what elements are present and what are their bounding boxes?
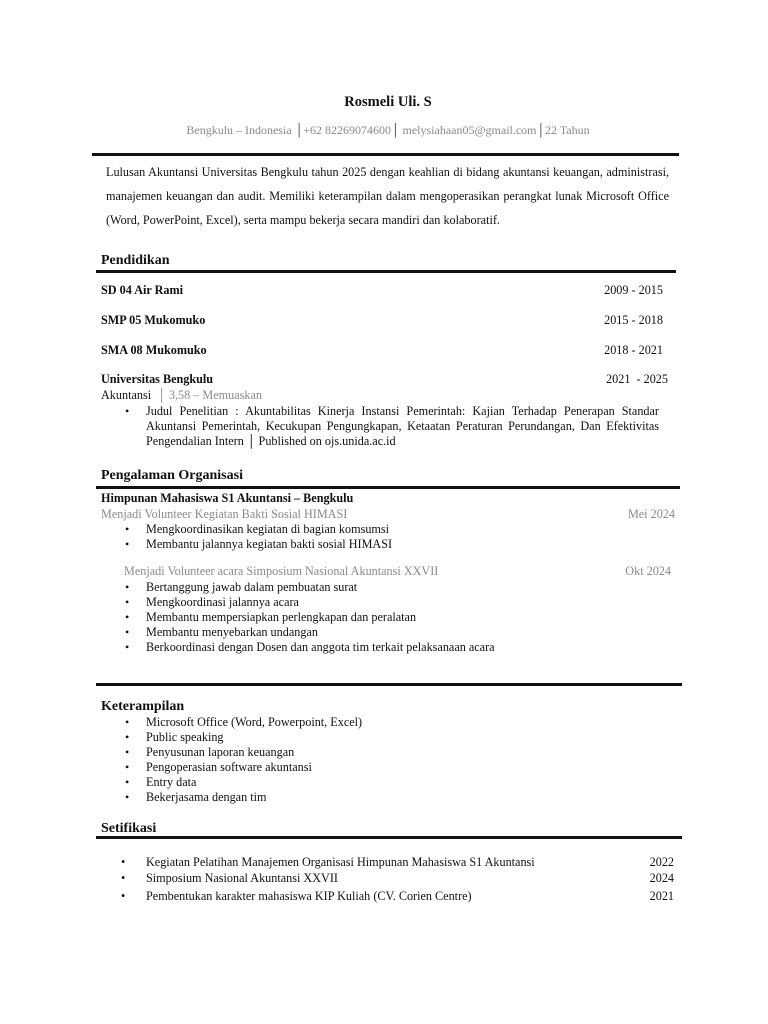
cert-year: 2021 bbox=[649, 889, 674, 903]
list-item: • Entry data bbox=[121, 775, 641, 790]
school-years: 2015 - 2018 bbox=[604, 313, 663, 327]
cert-name: • Pembentukan karakter mahasiswa KIP Kuliah (CV. Corien Centre) bbox=[121, 889, 472, 904]
task-list bbox=[121, 522, 641, 552]
skills-list bbox=[121, 715, 641, 805]
school-years: 2021 - 2025 bbox=[606, 372, 668, 386]
education-row bbox=[101, 372, 668, 387]
list-item: • Membantu menyebarkan undangan bbox=[121, 625, 641, 640]
divider bbox=[92, 153, 679, 156]
school-name: Universitas Bengkulu bbox=[101, 372, 214, 386]
cert-year: 2024 bbox=[649, 871, 674, 885]
cert-row bbox=[121, 855, 674, 870]
divider bbox=[96, 270, 676, 273]
age: 22 Tahun bbox=[545, 123, 590, 137]
list-item: • Public speaking bbox=[121, 730, 641, 745]
contact-line bbox=[0, 123, 768, 138]
list-item: • Penyusunan laporan keuangan bbox=[121, 745, 641, 760]
list-item: • Pengoperasian software akuntansi bbox=[121, 760, 641, 775]
role-row bbox=[124, 564, 671, 579]
divider bbox=[96, 836, 682, 839]
list-item: • Membantu jalannya kegiatan bakti sosial HIMASI bbox=[121, 537, 641, 552]
summary-text: Lulusan Akuntansi Universitas Bengkulu tahun 2025 dengan keahlian di bidang akuntansi keuangan, administrasi, manajemen keuangan dan audit. Memiliki keterampilan dalam mengoperasikan perangkat lunak Microsoft Office (Word, PowerPoint, Excel), serta mampu bekerja secara mandiri dan kolaboratif. bbox=[106, 165, 669, 227]
section-title-certifications: Setifikasi bbox=[101, 821, 157, 836]
list-item: • Bertanggung jawab dalam pembuatan surat bbox=[121, 580, 641, 595]
school-name: SMP 05 Mukomuko bbox=[101, 313, 206, 327]
divider bbox=[96, 486, 680, 489]
section-title-skills: Keterampilan bbox=[101, 699, 185, 714]
school-years: 2018 - 2021 bbox=[604, 343, 663, 357]
list-item bbox=[121, 404, 659, 449]
cert-name: • Simposium Nasional Akuntansi XXVII bbox=[121, 871, 338, 886]
task-list bbox=[121, 580, 641, 655]
school-name: SD 04 Air Rami bbox=[101, 283, 184, 297]
divider bbox=[96, 683, 682, 686]
gpa: 3,58 – Memuaskan bbox=[168, 388, 262, 402]
cert-row bbox=[121, 871, 674, 886]
section-title-education: Pendidikan bbox=[101, 253, 170, 268]
list-item: • Membantu mempersiapkan perlengkapan dan peralatan bbox=[121, 610, 641, 625]
major-line bbox=[101, 388, 262, 403]
org-name: Himpunan Mahasiswa S1 Akuntansi – Bengkulu bbox=[101, 491, 354, 505]
separator: │ bbox=[294, 123, 304, 137]
location: Bengkulu – Indonesia bbox=[186, 123, 292, 137]
role-row bbox=[101, 507, 675, 522]
role-title: Menjadi Volunteer acara Simposium Nasional Akuntansi XXVII bbox=[124, 564, 439, 578]
school-name: SMA 08 Mukomuko bbox=[101, 343, 207, 357]
candidate-name: Rosmeli Uli. S bbox=[344, 94, 432, 110]
role-title: Menjadi Volunteer Kegiatan Bakti Sosial HIMASI bbox=[101, 507, 348, 521]
school-years: 2009 - 2015 bbox=[604, 283, 663, 297]
cert-row bbox=[121, 889, 674, 904]
role-date: Mei 2024 bbox=[627, 507, 675, 521]
major: Akuntansi bbox=[101, 388, 152, 402]
cert-name: • Kegiatan Pelatihan Manajemen Organisasi Himpunan Mahasiswa S1 Akuntansi bbox=[121, 855, 535, 870]
cert-year: 2022 bbox=[649, 855, 674, 869]
list-item: • Microsoft Office (Word, Powerpoint, Excel) bbox=[121, 715, 641, 730]
list-item: • Bekerjasama dengan tim bbox=[121, 790, 641, 805]
section-title-organization: Pengalaman Organisasi bbox=[101, 468, 243, 483]
separator: │ bbox=[536, 123, 546, 137]
research-title: Judul Penelitian : Akuntabilitas Kinerja Instansi Pemerintah: Kajian Terhadap Penerapan Standar Akuntansi Pemerintah, Kecukupan Pengungkapan, Ketaatan Peraturan Perundangan, Dan Efektivitas Pengendalian Intern bbox=[146, 404, 659, 448]
role-date: Okt 2024 bbox=[625, 564, 671, 578]
list-item: • Mengkoordinasikan kegiatan di bagian komsumsi bbox=[121, 522, 641, 537]
education-row bbox=[101, 343, 663, 358]
separator: │ bbox=[390, 123, 400, 137]
education-row bbox=[101, 283, 663, 298]
research-list bbox=[121, 404, 659, 449]
separator: │ bbox=[154, 388, 169, 402]
phone: +62 82269074600 bbox=[303, 123, 391, 137]
separator: │ bbox=[243, 434, 259, 448]
education-row bbox=[101, 313, 663, 328]
list-item: • Mengkoordinasi jalannya acara bbox=[121, 595, 641, 610]
email: melysiahaan05@gmail.com bbox=[402, 123, 537, 137]
list-item: • Berkoordinasi dengan Dosen dan anggota tim terkait pelaksanaan acara bbox=[121, 640, 641, 655]
published-note: Published on ojs.unida.ac.id bbox=[258, 434, 396, 448]
